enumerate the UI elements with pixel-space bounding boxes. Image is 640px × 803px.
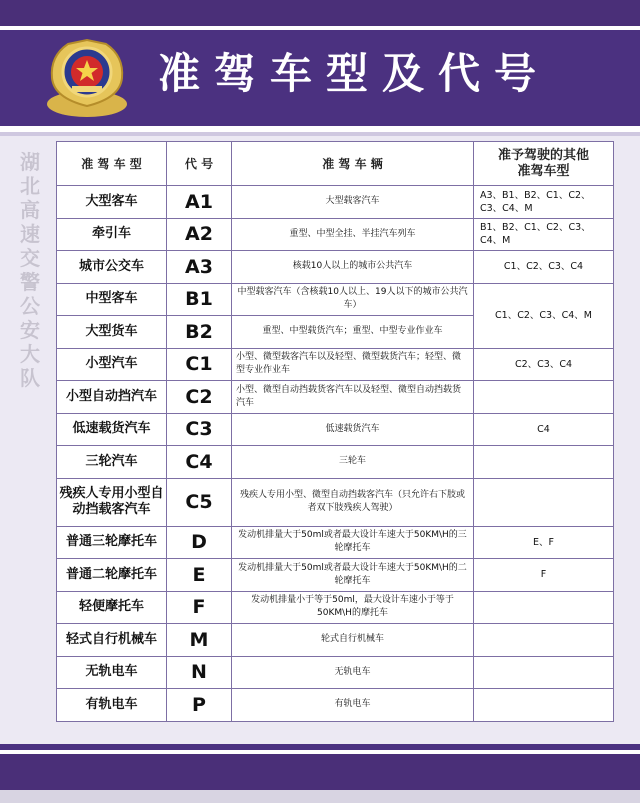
vehicle-cell: 中型载客汽车（含核载10人以上、19人以下的城市公共汽车）	[232, 283, 474, 316]
vehicle-cell: 发动机排量大于50ml或者最大设计车速大于50KM\H的二轮摩托车	[232, 559, 474, 592]
vehicle-cell: 发动机排量小于等于50ml，最大设计车速小于等于50KM\H的摩托车	[232, 591, 474, 624]
other-classes-cell: C1、C2、C3、C4	[474, 251, 614, 284]
column-header-other-text: 准予驾驶的其他 准驾车型	[497, 147, 589, 179]
code-cell: E	[167, 559, 232, 592]
type-cell: 轻式自行机械车	[57, 624, 167, 657]
other-classes-cell: E、F	[474, 526, 614, 559]
code-cell: D	[167, 526, 232, 559]
table-row	[57, 218, 614, 251]
table-row	[57, 381, 614, 414]
type-cell: 城市公交车	[57, 251, 167, 284]
code-cell: C3	[167, 413, 232, 446]
vehicle-cell: 三轮车	[232, 446, 474, 479]
side-char: 警	[20, 270, 40, 294]
type-cell: 小型汽车	[57, 348, 167, 381]
table-row	[57, 526, 614, 559]
other-classes-cell	[474, 381, 614, 414]
other-classes-cell: C1、C2、C3、C4、M	[474, 283, 614, 348]
type-cell: 中型客车	[57, 283, 167, 316]
code-cell: C1	[167, 348, 232, 381]
code-cell: M	[167, 624, 232, 657]
table-header-row	[57, 142, 614, 186]
vehicle-cell: 核载10人以上的城市公共汽车	[232, 251, 474, 284]
vehicle-cell: 小型、微型自动挡载货客汽车以及轻型、微型自动挡载货汽车	[232, 381, 474, 414]
type-cell: 普通二轮摩托车	[57, 559, 167, 592]
other-classes-cell	[474, 624, 614, 657]
side-char: 湖	[20, 150, 40, 174]
side-char: 北	[20, 174, 40, 198]
vehicle-cell: 有轨电车	[232, 689, 474, 722]
table-row	[57, 283, 614, 316]
type-cell: 无轨电车	[57, 656, 167, 689]
footer-strip	[0, 790, 640, 803]
license-class-table	[56, 141, 614, 722]
table-row	[57, 446, 614, 479]
table-row	[57, 478, 614, 526]
code-cell: C5	[167, 478, 232, 526]
side-char: 交	[20, 246, 40, 270]
code-cell: B2	[167, 316, 232, 349]
vehicle-cell: 轮式自行机械车	[232, 624, 474, 657]
type-cell: 大型货车	[57, 316, 167, 349]
vehicle-cell: 重型、中型全挂、半挂汽车列车	[232, 218, 474, 251]
type-cell: 有轨电车	[57, 689, 167, 722]
vehicle-cell: 低速载货汽车	[232, 413, 474, 446]
type-cell: 残疾人专用小型自动挡载客汽车	[57, 478, 167, 526]
table-row	[57, 559, 614, 592]
page-title: 准驾车型及代号	[158, 49, 551, 98]
code-cell: C2	[167, 381, 232, 414]
table-row	[57, 591, 614, 624]
table-row	[57, 348, 614, 381]
code-cell: A1	[167, 186, 232, 219]
other-classes-cell: A3、B1、B2、C1、C2、C3、C4、M	[474, 186, 614, 219]
side-watermark	[12, 150, 48, 740]
header-divider-secondary	[0, 132, 640, 136]
type-cell: 三轮汽车	[57, 446, 167, 479]
other-classes-cell	[474, 591, 614, 624]
type-cell: 大型客车	[57, 186, 167, 219]
other-classes-cell: B1、B2、C1、C2、C3、C4、M	[474, 218, 614, 251]
table-row	[57, 251, 614, 284]
side-char: 队	[20, 366, 40, 390]
column-header-vehicle: 准 驾 车 辆	[232, 142, 474, 186]
side-char: 高	[20, 198, 40, 222]
type-cell: 轻便摩托车	[57, 591, 167, 624]
footer-bar	[0, 754, 640, 790]
column-header-other-classes	[474, 142, 614, 186]
other-classes-cell	[474, 446, 614, 479]
vehicle-cell: 小型、微型载客汽车以及轻型、微型载货汽车；轻型、微型专业作业车	[232, 348, 474, 381]
type-cell: 小型自动挡汽车	[57, 381, 167, 414]
side-char: 安	[20, 318, 40, 342]
side-char: 大	[20, 342, 40, 366]
top-bar	[0, 0, 640, 26]
table-row	[57, 689, 614, 722]
other-classes-cell	[474, 478, 614, 526]
type-cell: 牵引车	[57, 218, 167, 251]
other-classes-cell	[474, 689, 614, 722]
side-char: 速	[20, 222, 40, 246]
code-cell: P	[167, 689, 232, 722]
code-cell: N	[167, 656, 232, 689]
side-char: 公	[20, 294, 40, 318]
other-classes-cell: F	[474, 559, 614, 592]
other-classes-cell: C4	[474, 413, 614, 446]
vehicle-cell: 大型载客汽车	[232, 186, 474, 219]
code-cell: A3	[167, 251, 232, 284]
type-cell: 普通三轮摩托车	[57, 526, 167, 559]
table-row	[57, 413, 614, 446]
vehicle-cell: 无轨电车	[232, 656, 474, 689]
code-cell: B1	[167, 283, 232, 316]
column-header-type: 准 驾 车 型	[57, 142, 167, 186]
column-header-code: 代 号	[167, 142, 232, 186]
vehicle-cell: 残疾人专用小型、微型自动挡载客汽车（只允许右下肢或者双下肢残疾人驾驶）	[232, 478, 474, 526]
table-row	[57, 186, 614, 219]
code-cell: A2	[167, 218, 232, 251]
police-emblem-icon	[42, 34, 132, 120]
code-cell: F	[167, 591, 232, 624]
vehicle-cell: 发动机排量大于50ml或者最大设计车速大于50KM\H的三轮摩托车	[232, 526, 474, 559]
table-row	[57, 656, 614, 689]
type-cell: 低速载货汽车	[57, 413, 167, 446]
vehicle-cell: 重型、中型载货汽车；重型、中型专业作业车	[232, 316, 474, 349]
table-row	[57, 624, 614, 657]
other-classes-cell: C2、C3、C4	[474, 348, 614, 381]
other-classes-cell	[474, 656, 614, 689]
code-cell: C4	[167, 446, 232, 479]
